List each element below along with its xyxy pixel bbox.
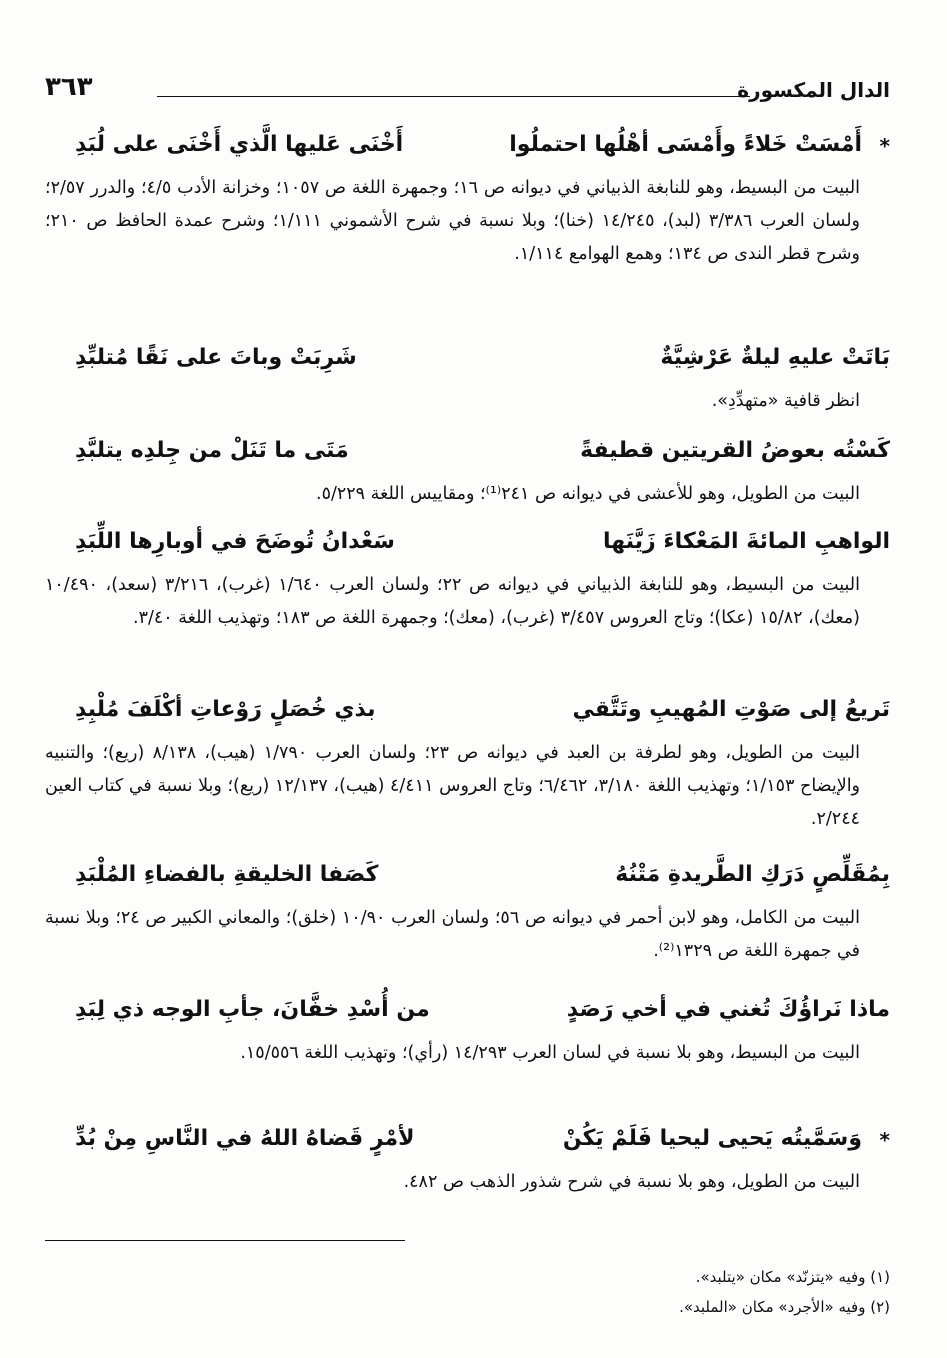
second-hemistich: أَخْنَى عَليها الَّذي أَخْنَى على لُبَدِ bbox=[75, 132, 404, 157]
commentary-text: البيت من الطويل، وهو لطرفة بن العبد في ديوانه ص ٢٣؛ ولسان العرب ١/٧٩٠ (هيب)، ٨/١٣٨ (ريع)؛ والتنبيه والإيضاح ١/١٥٣؛ وتهذيب اللغة ٣/١٨٠، ٦/٤٦٢؛ وتاج العروس ٤/٤١١ (هيب)، ١٢/١٣٧ (ريع)؛ وبلا نسبة في كتاب العين ٢/٢٤٤. bbox=[45, 743, 861, 829]
verse-line bbox=[45, 860, 890, 902]
second-hemistich: سَعْدانُ تُوضَحَ في أوبارِها اللِّبَدِ bbox=[75, 529, 395, 554]
verse-line bbox=[45, 1124, 890, 1166]
footnote-1: (١) وفيه «يتزنّد» مكان «يتلبد». bbox=[695, 1268, 890, 1286]
second-hemistich: شَرِبَتْ وباتَ على نَقًا مُتلبِّدِ bbox=[75, 345, 357, 370]
commentary-text: البيت من البسيط، وهو للنابغة الذبياني في ديوانه ص ١٦؛ وجمهرة اللغة ص ١٠٥٧؛ وخزانة الأدب ٤/٥؛ والدرر ٢/٥٧؛ ولسان العرب ٣/٣٨٦ (لبد)، ١٤/٢٤٥ (خنا)؛ وبلا نسبة في شرح الأشموني ١/١١١؛ وشرح عمدة الحافظ ص ٢١٠؛ وشرح قطر الندى ص ١٣٤؛ وهمع الهوامع ١/١١٤. bbox=[45, 178, 861, 264]
verse-entry bbox=[45, 995, 890, 1070]
second-hemistich: من أُسْدِ خفَّانَ، جأبِ الوجه ذي لِبَدِ bbox=[75, 997, 430, 1022]
verse-entry bbox=[45, 860, 890, 968]
footnotes bbox=[45, 1262, 890, 1322]
second-hemistich: كَصَفا الخليقةِ بالفضاءِ المُلْبَدِ bbox=[75, 862, 379, 887]
first-hemistich: أَمْسَتْ خَلاءً وأَمْسَى أهْلُها احتملُوا bbox=[509, 132, 862, 157]
footnote-rule bbox=[45, 1240, 405, 1241]
verse-line bbox=[45, 130, 890, 172]
second-hemistich: بذي خُصَلٍ رَوْعاتِ أكْلَفَ مُلْبِدِ bbox=[75, 697, 376, 722]
second-hemistich: لأمْرٍ قَضاهُ اللهُ في النَّاسِ مِنْ بُدِّ bbox=[75, 1126, 415, 1151]
footnote-2: (٢) وفيه «الأجرد» مكان «الملبد». bbox=[679, 1298, 890, 1316]
first-hemistich: تَريعُ إلى صَوْتِ المُهيبِ وتَتَّقي bbox=[572, 697, 890, 722]
running-title: الدال المكسورة bbox=[737, 78, 890, 102]
verse-entry bbox=[45, 527, 890, 635]
verse-line bbox=[45, 436, 890, 478]
verse-entry bbox=[45, 436, 890, 511]
commentary-text: البيت من الكامل، وهو لابن أحمر في ديوانه ص ٥٦؛ ولسان العرب ١٠/٩٠ (خلق)؛ والمعاني الكبير ص ٢٤؛ وبلا نسبة في جمهرة اللغة ص ١٣٢٩⁽²⁾. bbox=[45, 908, 860, 961]
verse-entry bbox=[45, 130, 890, 271]
verse-commentary bbox=[45, 569, 890, 635]
first-hemistich: وَسَمَّيتُه يَحيى ليحيا فَلَمْ يَكُنْ bbox=[562, 1126, 862, 1151]
first-hemistich: كَسْتُه بعوضُ القريتين قطيفةً bbox=[580, 438, 890, 463]
verse-entry bbox=[45, 343, 890, 418]
verse-line bbox=[45, 995, 890, 1037]
verse-commentary bbox=[45, 902, 890, 968]
first-hemistich: ماذا نَراؤُكَ تُغني في أخي رَصَدٍ bbox=[566, 997, 890, 1022]
verse-commentary bbox=[45, 737, 890, 836]
first-hemistich: بَاتَتْ عليهِ ليلةٌ عَرْشِيَّةٌ bbox=[660, 345, 890, 370]
commentary-text: انظر قافية «متهدِّدِ». bbox=[711, 391, 860, 411]
star-marker: * bbox=[879, 134, 890, 158]
header-rule bbox=[157, 96, 750, 97]
verse-commentary bbox=[45, 1037, 890, 1070]
verse-line bbox=[45, 527, 890, 569]
verse-commentary bbox=[45, 385, 890, 418]
commentary-text: البيت من الطويل، وهو بلا نسبة في شرح شذور الذهب ص ٤٨٢. bbox=[403, 1172, 860, 1192]
verse-line bbox=[45, 343, 890, 385]
book-page bbox=[45, 0, 890, 1358]
page-header bbox=[45, 72, 890, 112]
second-hemistich: مَتَى ما تَنَلْ من جِلدِه يتلبَّدِ bbox=[75, 438, 349, 463]
verse-entry bbox=[45, 1124, 890, 1199]
verse-commentary bbox=[45, 1166, 890, 1199]
verse-line bbox=[45, 695, 890, 737]
verse-commentary bbox=[45, 172, 890, 271]
verse-entry bbox=[45, 695, 890, 836]
first-hemistich: الواهبِ المائةَ المَعْكاءَ زَيَّنَها bbox=[602, 529, 890, 554]
star-marker: * bbox=[879, 1128, 890, 1152]
commentary-text: البيت من البسيط، وهو للنابغة الذبياني في ديوانه ص ٢٢؛ ولسان العرب ١/٦٤٠ (غرب)، ٣/٢١٦ (سعد)، ١٠/٤٩٠ (معك)، ١٥/٨٢ (عكا)؛ وتاج العروس ٣/٤٥٧ (غرب)، (معك)؛ وجمهرة اللغة ص ١٨٣؛ وتهذيب اللغة ٣/٤٠. bbox=[45, 575, 860, 628]
verse-commentary bbox=[45, 478, 890, 511]
page-number: ٣٦٣ bbox=[45, 72, 93, 102]
commentary-text: البيت من البسيط، وهو بلا نسبة في لسان العرب ١٤/٢٩٣ (رأي)؛ وتهذيب اللغة ١٥/٥٥٦. bbox=[240, 1043, 860, 1063]
first-hemistich: بِمُقَلِّصٍ دَرَكِ الطَّريدةِ مَتْنُهُ bbox=[615, 862, 890, 887]
commentary-text: البيت من الطويل، وهو للأعشى في ديوانه ص ٢٤١⁽¹⁾؛ ومقاييس اللغة ٥/٢٢٩. bbox=[315, 484, 860, 504]
